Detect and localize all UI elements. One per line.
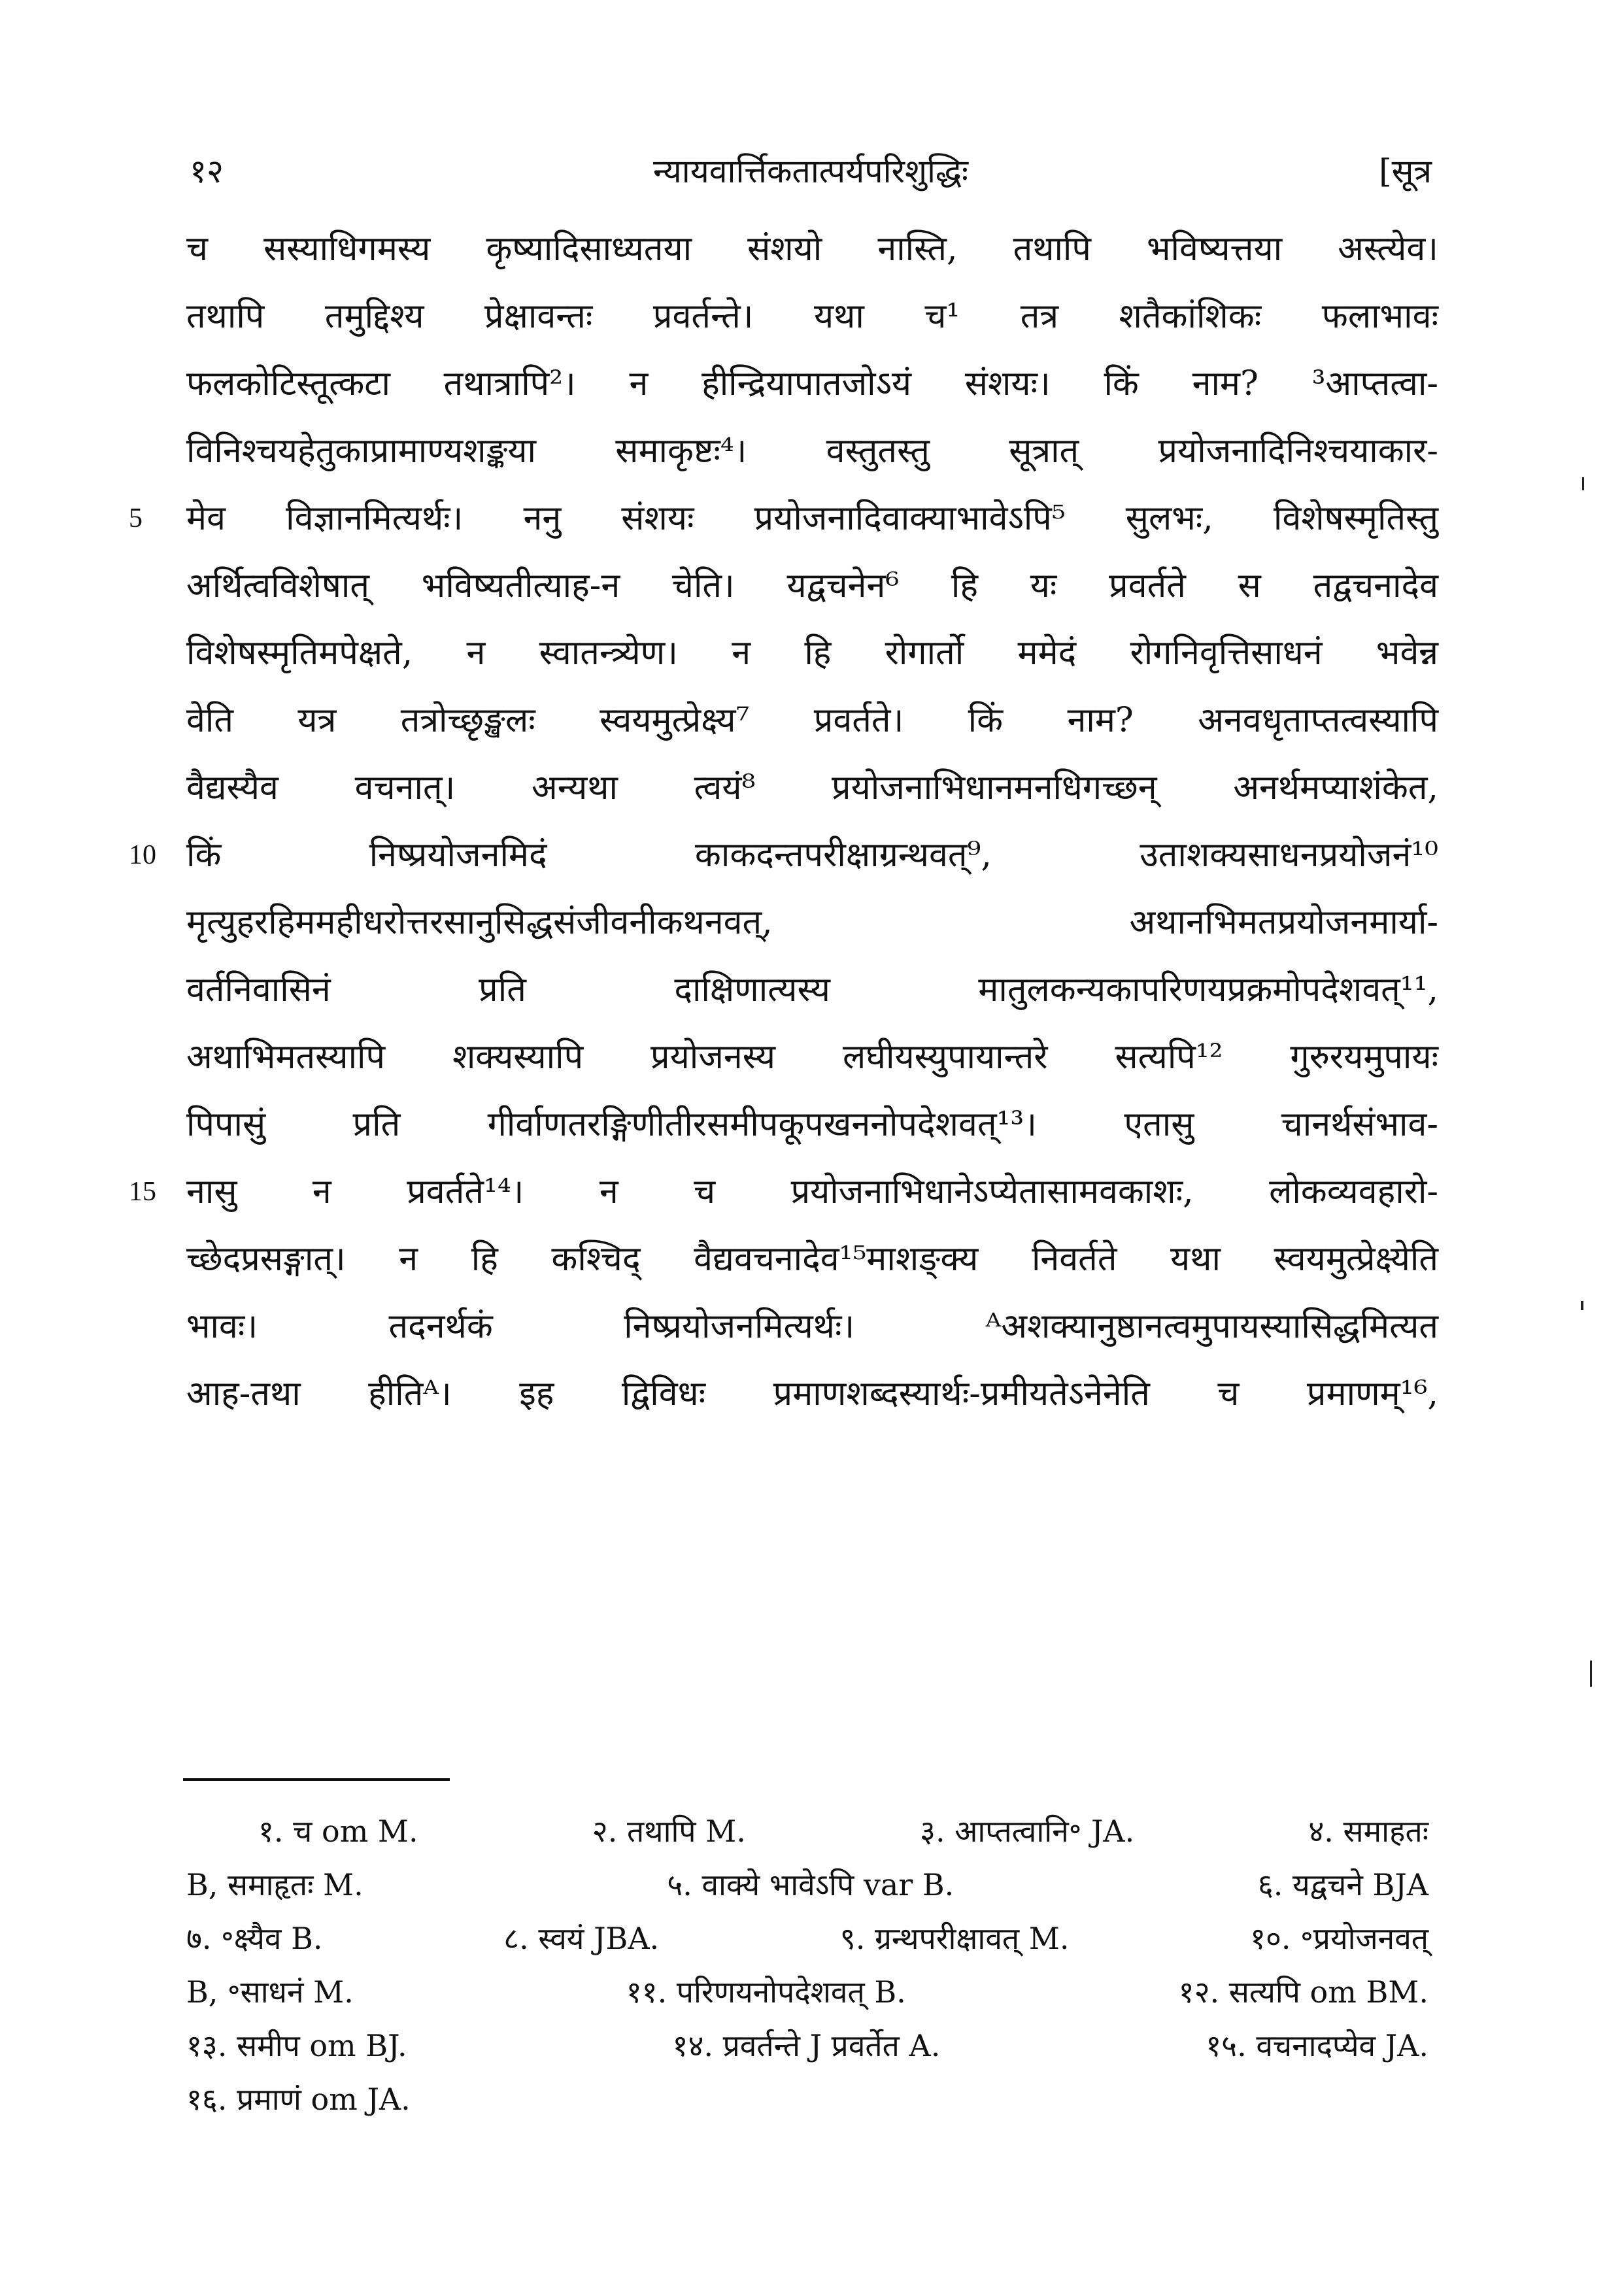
footnote-item: १. च om M. [258, 1814, 418, 1849]
footnote-line [186, 1804, 1428, 1858]
footnote-rule [183, 1778, 450, 1781]
text-line [186, 687, 1438, 754]
line-text: वैद्यस्यैव वचनात्। अन्यथा त्वयं⁸ प्रयोजनाभिधानमनधिगच्छन् अनर्थमप्याशंकेत, [186, 768, 1438, 807]
line-text: च सस्याधिगमस्य कृष्यादिसाध्यतया संशयो नास्ति, तथापि भविष्यत्तया अस्त्येव। [186, 229, 1438, 269]
footnote-item: ४. समाहतः [1308, 1814, 1428, 1849]
footnote-item: ५. वाक्ये भावेऽपि var B. [667, 1867, 955, 1902]
footnote-item: B, ॰साधनं M. [186, 1974, 354, 2010]
footnote-item: २. तथापि M. [592, 1814, 746, 1849]
footnote-item: १५. वचनादप्येव JA. [1206, 2028, 1428, 2063]
footnote-line [186, 1912, 1428, 1965]
footnote-item: ६. यद्वचने BJA [1257, 1867, 1428, 1902]
scan-mark [1581, 1301, 1583, 1310]
text-line [186, 1024, 1438, 1091]
line-text: मृत्युहरहिममहीधरोत्तरसानुसिद्धसंजीवनीकथनवत्, अथानभिमतप्रयोजनमार्या- [186, 903, 1438, 942]
text-line [186, 1360, 1438, 1428]
line-text: फलकोटिस्तूत्कटा तथात्रापि²। न हीन्द्रियापातजोऽयं संशयः। किं नाम? ³आप्तत्वा- [186, 364, 1438, 403]
line-text: पिपासुं प्रति गीर्वाणतरङ्गिणीतीरसमीपकूपखननोपदेशवत्¹³। एतासु चानर्थसंभाव- [186, 1105, 1438, 1144]
line-text: अर्थित्वविशेषात् भविष्यतीत्याह-न चेति। यद्वचनेन⁶ हि यः प्रवर्तते स तद्वचनादेव [186, 566, 1438, 605]
line-text: भावः। तदनर्थकं निष्प्रयोजनमित्यर्थः। ᴬअशक्यानुष्ठानत्वमुपायस्यासिद्धमित्यत [186, 1307, 1438, 1346]
footnote-item: ८. स्वयं JBA. [503, 1921, 660, 1956]
line-text: आह-तथा हीतिᴬ। इह द्विविधः प्रमाणशब्दस्यार्थः-प्रमीयतेऽनेनेति च प्रमाणम्¹⁶, [186, 1374, 1438, 1413]
line-text: किं निष्प्रयोजनमिदं काकदन्तपरीक्षाग्रन्थवत्⁹, उताशक्यसाधनप्रयोजनं¹⁰ [186, 836, 1438, 875]
footnote-item: ३. आप्तत्वानि॰ JA. [920, 1814, 1135, 1849]
text-line [129, 485, 1438, 552]
footnotes [186, 1804, 1428, 2126]
line-number: 15 [129, 1177, 156, 1207]
line-text: विनिश्चयहेतुकाप्रामाण्यशङ्कया समाकृष्टः⁴। वस्तुतस्तु सूत्रात् प्रयोजनादिनिश्चयाकार- [186, 431, 1438, 471]
line-text: तथापि तमुद्दिश्य प्रेक्षावन्तः प्रवर्तन्ते। यथा च¹ तत्र शतैकांशिकः फलाभावः [186, 297, 1438, 336]
footnote-line [186, 2072, 1428, 2126]
footnote-item: १०. ॰प्रयोजनवत् [1250, 1921, 1428, 1956]
footnote-item: ९. ग्रन्थपरीक्षावत् M. [839, 1921, 1070, 1956]
footnote-line [186, 1858, 1428, 1912]
footnote-item: १४. प्रवर्तन्ते J प्रवर्तेत A. [672, 2028, 941, 2063]
line-text: मेव विज्ञानमित्यर्थः। ननु संशयः प्रयोजनादिवाक्याभावेऽपि⁵ सुलभः, विशेषस्मृतिस्तु [186, 499, 1438, 538]
scan-mark [1582, 477, 1584, 490]
running-title: न्यायवार्त्तिकतात्पर्यपरिशुद्धिः [653, 152, 968, 190]
text-line [129, 822, 1438, 889]
line-text: वर्तनिवासिनं प्रति दाक्षिणात्यस्य मातुलकन्यकापरिणयप्रक्रमोपदेशवत्¹¹, [186, 970, 1438, 1009]
footnote-item: १६. प्रमाणं om JA. [186, 2082, 411, 2117]
text-line [186, 620, 1438, 687]
text-line [186, 1293, 1438, 1360]
line-text: विशेषस्मृतिमपेक्षते, न स्वातन्त्र्येण। न हि रोगार्तो ममेदं रोगनिवृत्तिसाधनं भवेन्न [186, 633, 1438, 673]
scan-mark [1590, 1661, 1592, 1687]
text-line [186, 1226, 1438, 1293]
line-text: नासु न प्रवर्तते¹⁴। न च प्रयोजनाभिधानेऽप्येतासामवकाशः, लोकव्यवहारो- [186, 1172, 1438, 1211]
line-number: 10 [129, 840, 156, 870]
text-line [129, 1158, 1438, 1226]
footnote-item: १२. सत्यपि om BM. [1178, 1974, 1428, 2010]
line-number: 5 [129, 503, 143, 533]
section-marker: [सूत्र [1379, 152, 1432, 190]
footnote-line [186, 2019, 1428, 2072]
text-line [186, 1091, 1438, 1158]
text-line [186, 889, 1438, 956]
text-line [186, 418, 1438, 485]
footnote-line [186, 1965, 1428, 2019]
text-line [186, 552, 1438, 620]
footnote-item: १३. समीप om BJ. [186, 2028, 407, 2063]
main-text [129, 216, 1438, 1428]
text-line [186, 216, 1438, 283]
line-text: अथाभिमतस्यापि शक्यस्यापि प्रयोजनस्य लघीयस्युपायान्तरे सत्यपि¹² गुरुरयमुपायः [186, 1038, 1438, 1077]
text-line [186, 754, 1438, 822]
line-text: च्छेदप्रसङ्गात्। न हि कश्चिद् वैद्यवचनादेव¹⁵माशङ्क्य निवर्तते यथा स्वयमुत्प्रेक्ष्येति [186, 1240, 1438, 1279]
footnote-item: B, समाहृतः M. [186, 1867, 363, 1902]
text-line [186, 283, 1438, 350]
footnote-item: ७. ॰क्ष्यैव B. [186, 1921, 323, 1956]
page-number: १२ [190, 152, 224, 190]
line-text: वेति यत्र तत्रोच्छृङ्खलः स्वयमुत्प्रेक्ष्य⁷ प्रवर्तते। किं नाम? अनवधृताप्तत्वस्यापि [186, 701, 1438, 740]
text-line [186, 350, 1438, 418]
page-header [190, 145, 1432, 197]
text-line [186, 956, 1438, 1024]
footnote-item: ११. परिणयनोपदेशवत् B. [626, 1974, 906, 2010]
